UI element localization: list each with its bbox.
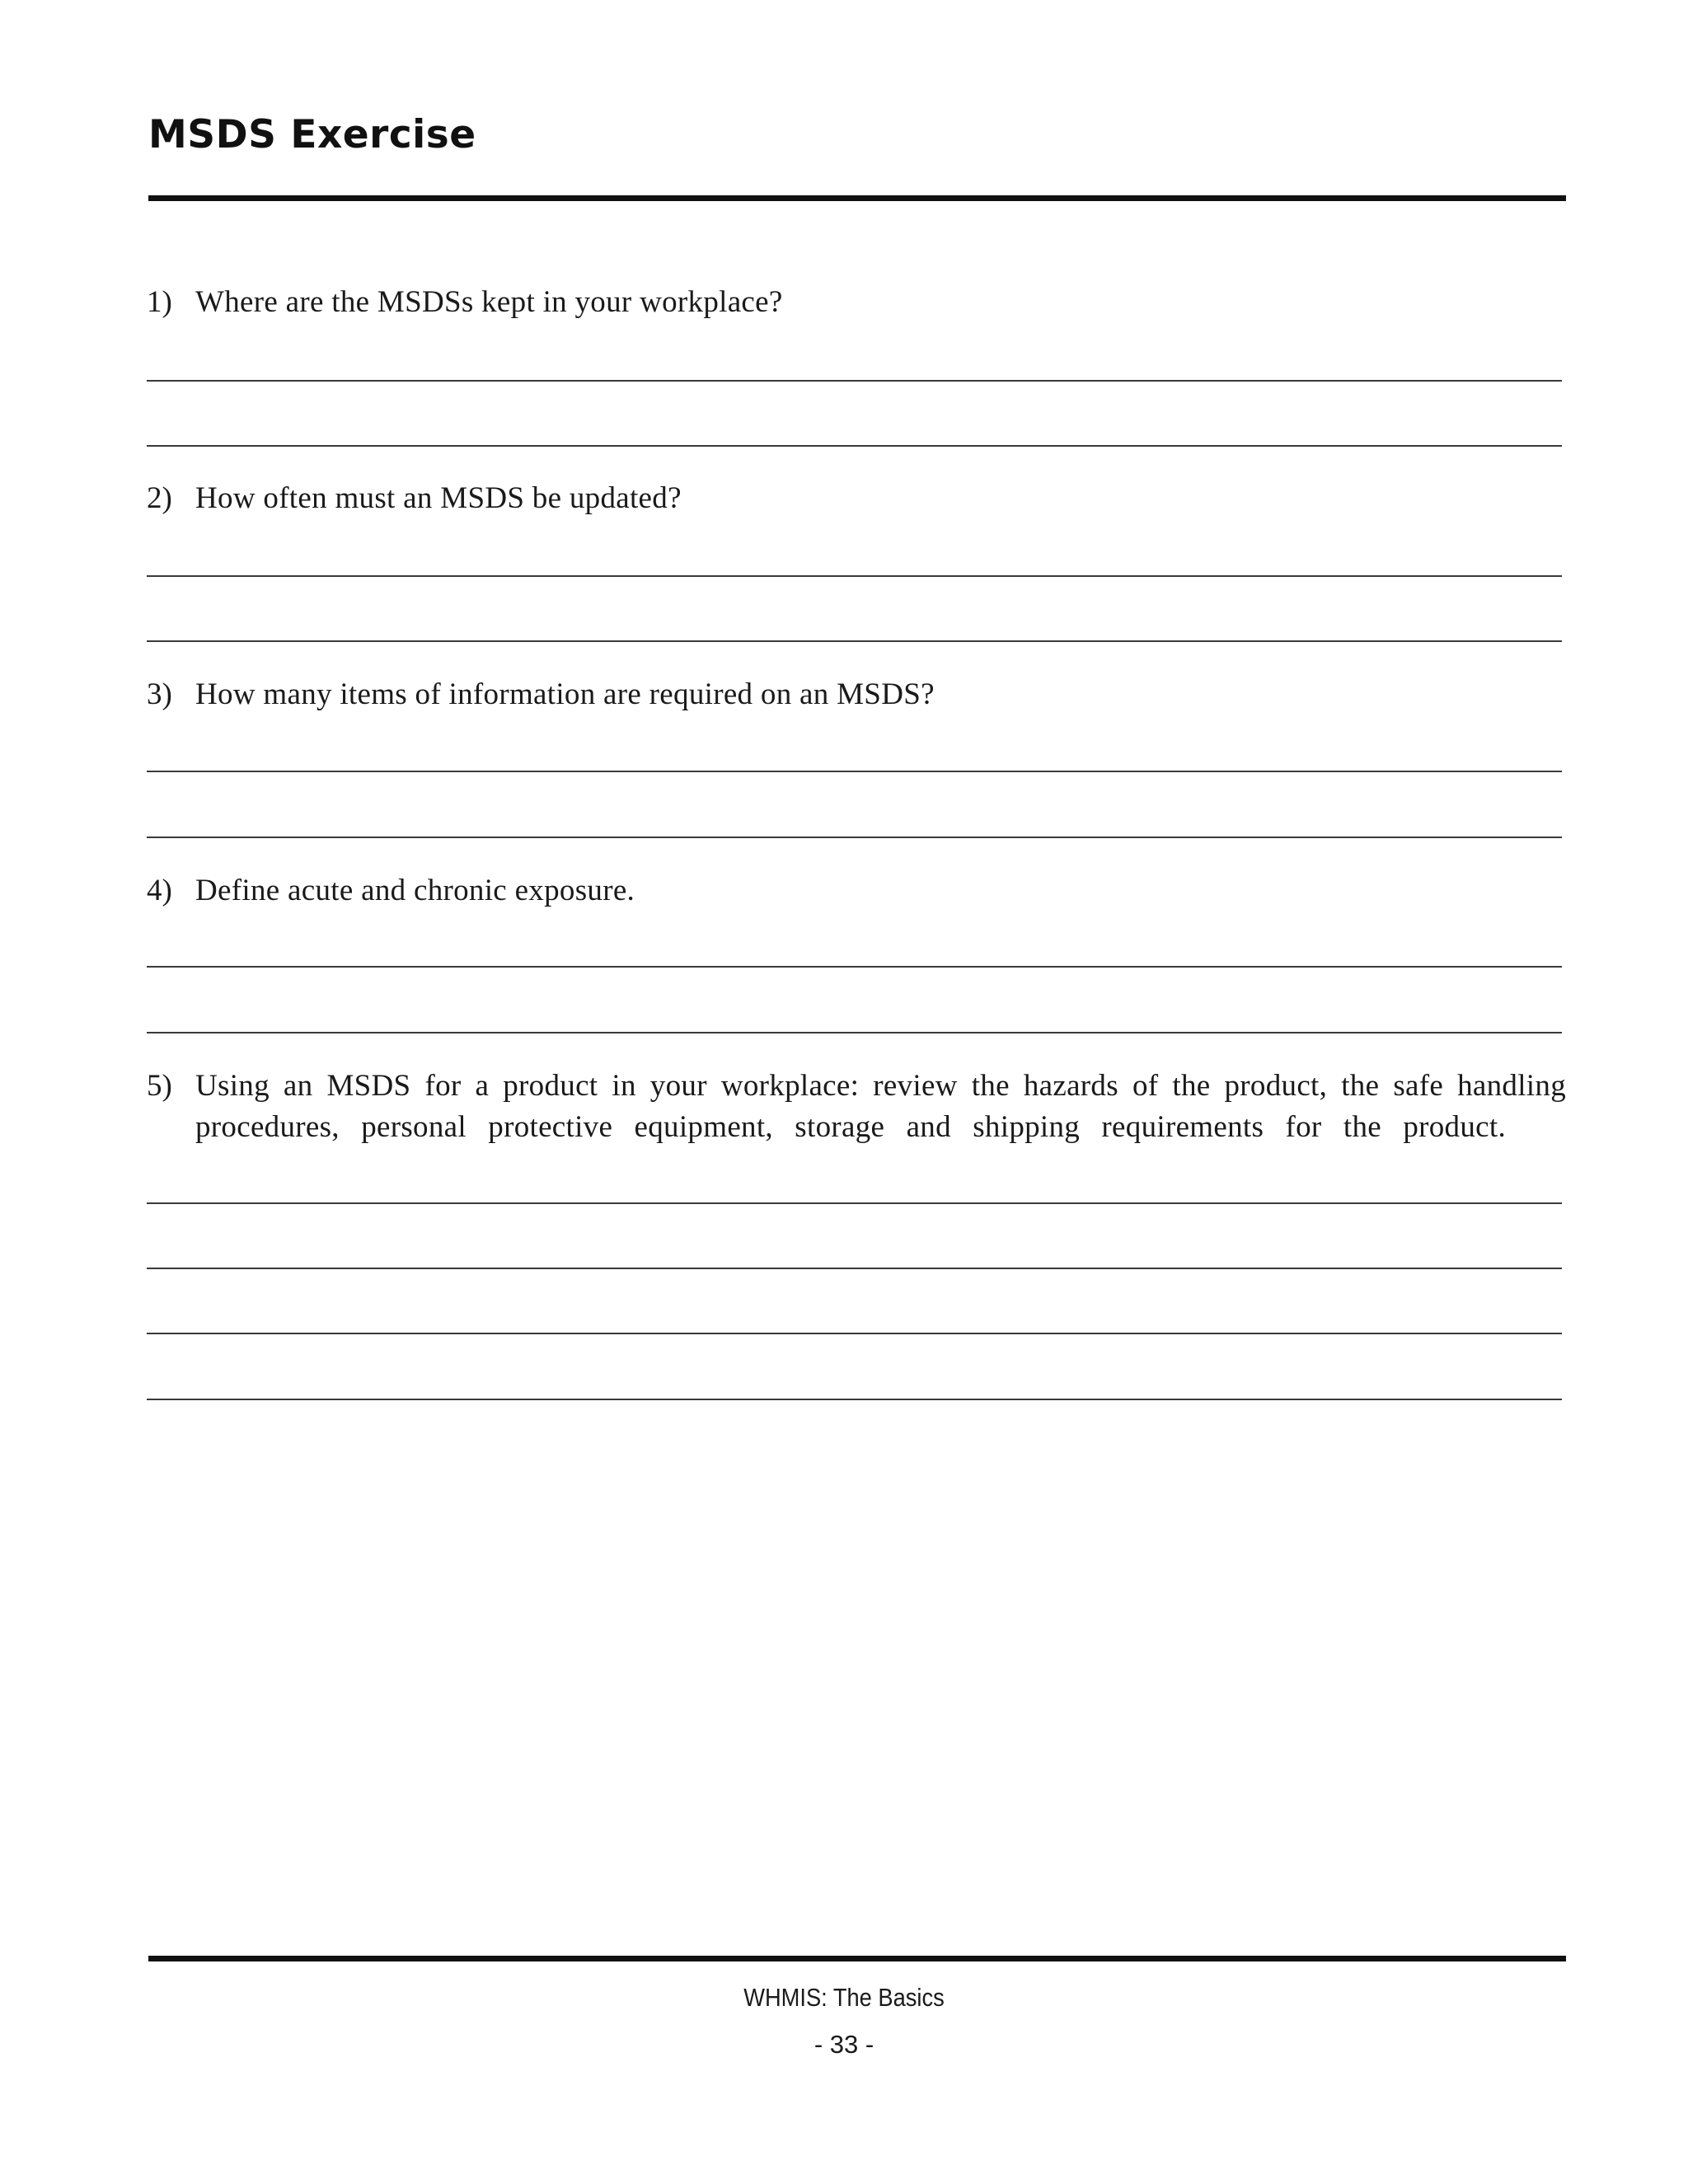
question-number: 1) (147, 285, 172, 319)
answer-line[interactable] (147, 640, 1562, 642)
question-text: How many items of information are required on an MSDS? (195, 677, 935, 711)
answer-line[interactable] (147, 380, 1562, 382)
answer-line[interactable] (147, 1268, 1562, 1269)
question-5 (147, 1066, 1566, 1148)
answer-line[interactable] (147, 1032, 1562, 1033)
question-number: 4) (147, 874, 172, 907)
footer-rule (148, 1956, 1566, 1961)
footer-title: WHMIS: The Basics (743, 1983, 945, 2012)
header-rule (148, 195, 1566, 201)
answer-line[interactable] (147, 1333, 1562, 1334)
answer-line[interactable] (147, 1399, 1562, 1400)
question-1 (147, 282, 1566, 323)
question-text: Where are the MSDSs kept in your workplace? (195, 285, 783, 319)
question-3 (147, 674, 1566, 715)
answer-line[interactable] (147, 445, 1562, 447)
answer-line[interactable] (147, 575, 1562, 577)
question-2 (147, 478, 1566, 519)
answer-line[interactable] (147, 771, 1562, 772)
answer-line[interactable] (147, 837, 1562, 838)
question-number: 2) (147, 481, 172, 515)
answer-line[interactable] (147, 966, 1562, 968)
question-text: How often must an MSDS be updated? (195, 481, 682, 515)
answer-line[interactable] (147, 1202, 1562, 1204)
question-text: Define acute and chronic exposure. (195, 874, 635, 907)
page-number: - 33 - (814, 2030, 874, 2059)
question-number: 3) (147, 677, 172, 711)
question-text: Using an MSDS for a product in your workplace: review the hazards of the product, the safe handling (195, 1069, 1566, 1103)
question-number: 5) (147, 1069, 172, 1103)
question-text-continued: procedures, personal protective equipment, storage and shipping requirements for the product. (195, 1110, 1506, 1144)
page-title: MSDS Exercise (148, 112, 476, 157)
question-4 (147, 870, 1566, 912)
